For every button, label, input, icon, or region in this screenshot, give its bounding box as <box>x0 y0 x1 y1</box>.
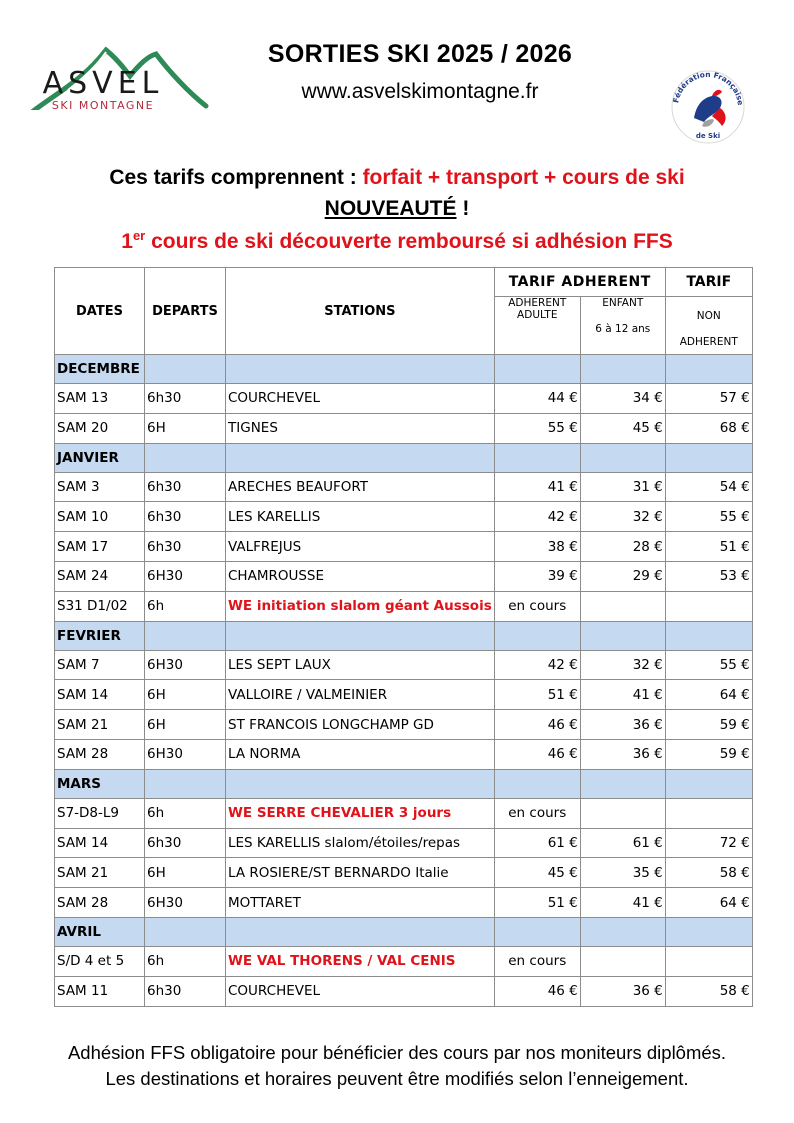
date-cell: SAM 14 <box>55 828 145 858</box>
nouveaute-exclaim: ! <box>456 197 470 220</box>
month-band-cell <box>145 769 226 798</box>
enfant-line1: ENFANT <box>602 297 644 309</box>
enfant-price-cell: 45 € <box>580 413 665 443</box>
month-band-cell <box>494 355 580 384</box>
station-cell: CHAMROUSSE <box>226 561 495 591</box>
adulte-price-cell: 42 € <box>494 502 580 532</box>
table-row <box>55 384 753 414</box>
month-label: JANVIER <box>55 443 145 472</box>
month-band-cell <box>665 355 752 384</box>
enfant-line2: 6 à 12 ans <box>595 323 651 335</box>
table-row <box>55 858 753 888</box>
non-adherent-price-cell <box>665 798 752 828</box>
adulte-price-cell: 44 € <box>494 384 580 414</box>
enfant-price-cell <box>580 946 665 976</box>
rooster-icon <box>668 68 748 146</box>
station-cell: LA ROSIERE/ST BERNARDO Italie <box>226 858 495 888</box>
month-label: AVRIL <box>55 917 145 946</box>
month-row <box>55 355 753 384</box>
station-cell: WE VAL THORENS / VAL CENIS <box>226 946 495 976</box>
adulte-price-cell: 45 € <box>494 858 580 888</box>
month-band-cell <box>494 917 580 946</box>
date-cell: SAM 13 <box>55 384 145 414</box>
date-cell: S31 D1/02 <box>55 591 145 621</box>
date-cell: SAM 17 <box>55 532 145 562</box>
station-cell: WE initiation slalom géant Aussois <box>226 591 495 621</box>
depart-cell: 6h <box>145 798 226 828</box>
non-adherent-price-cell <box>665 591 752 621</box>
intro-line-3 <box>40 228 754 254</box>
table-row <box>55 710 753 740</box>
page-title: SORTIES SKI 2025 / 2026 <box>267 40 573 68</box>
month-row <box>55 621 753 650</box>
table-row <box>55 680 753 710</box>
enfant-price-cell: 36 € <box>580 710 665 740</box>
adulte-price-cell: 41 € <box>494 472 580 502</box>
station-cell: COURCHEVEL <box>226 384 495 414</box>
month-band-cell <box>226 769 495 798</box>
non-adherent-price-cell: 54 € <box>665 472 752 502</box>
ffs-logo-top: Fédération Française <box>671 69 746 106</box>
station-cell: MOTTARET <box>226 888 495 918</box>
station-cell: ARECHES BEAUFORT <box>226 472 495 502</box>
intro-ordinal-sup: er <box>132 228 146 243</box>
enfant-price-cell: 29 € <box>580 561 665 591</box>
enfant-price-cell: 36 € <box>580 739 665 769</box>
month-label: DECEMBRE <box>55 355 145 384</box>
month-band-cell <box>226 355 495 384</box>
date-cell: SAM 21 <box>55 858 145 888</box>
depart-cell: 6H30 <box>145 561 226 591</box>
col-stations: STATIONS <box>226 268 495 355</box>
intro-highlight: forfait + transport + cours de ski <box>362 166 685 189</box>
date-cell: S/D 4 et 5 <box>55 946 145 976</box>
station-cell: LA NORMA <box>226 739 495 769</box>
col-non-adherent <box>665 297 752 355</box>
depart-cell: 6H <box>145 680 226 710</box>
adh-adulte-line1: ADHERENT <box>508 297 567 309</box>
table-row <box>55 888 753 918</box>
enfant-price-cell: 31 € <box>580 472 665 502</box>
logo-name: ASVEL <box>42 66 164 101</box>
month-band-cell <box>580 355 665 384</box>
table-row <box>55 472 753 502</box>
month-row <box>55 443 753 472</box>
adulte-price-cell: en cours <box>494 798 580 828</box>
col-adherent-adulte <box>494 297 580 355</box>
intro-line-1 <box>40 166 754 190</box>
non-adherent-price-cell: 59 € <box>665 739 752 769</box>
table-row <box>55 650 753 680</box>
depart-cell: 6h30 <box>145 976 226 1006</box>
depart-cell: 6h30 <box>145 384 226 414</box>
col-tarif-adherent: TARIF ADHERENT <box>494 268 665 297</box>
month-label: FEVRIER <box>55 621 145 650</box>
station-cell: TIGNES <box>226 413 495 443</box>
non-adherent-price-cell: 59 € <box>665 710 752 740</box>
adulte-price-cell: 61 € <box>494 828 580 858</box>
depart-cell: 6h30 <box>145 472 226 502</box>
enfant-price-cell: 35 € <box>580 858 665 888</box>
table-row <box>55 561 753 591</box>
non-adherent-price-cell: 64 € <box>665 888 752 918</box>
month-band-cell <box>145 355 226 384</box>
col-dates: DATES <box>55 268 145 355</box>
col-departs: DEPARTS <box>145 268 226 355</box>
enfant-price-cell <box>580 798 665 828</box>
date-cell: SAM 28 <box>55 739 145 769</box>
adulte-price-cell: 46 € <box>494 739 580 769</box>
intro-line-2 <box>40 197 754 221</box>
tarifs-table <box>54 267 753 1007</box>
month-band-cell <box>494 621 580 650</box>
adulte-price-cell: 39 € <box>494 561 580 591</box>
non-adherent-price-cell: 68 € <box>665 413 752 443</box>
station-cell: LES KARELLIS <box>226 502 495 532</box>
col-enfant <box>580 297 665 355</box>
enfant-price-cell: 61 € <box>580 828 665 858</box>
enfant-price-cell <box>580 591 665 621</box>
station-cell: COURCHEVEL <box>226 976 495 1006</box>
date-cell: SAM 7 <box>55 650 145 680</box>
non-adherent-price-cell: 72 € <box>665 828 752 858</box>
depart-cell: 6H <box>145 413 226 443</box>
depart-cell: 6h30 <box>145 502 226 532</box>
station-cell: WE SERRE CHEVALIER 3 jours <box>226 798 495 828</box>
date-cell: SAM 21 <box>55 710 145 740</box>
adulte-price-cell: 46 € <box>494 710 580 740</box>
month-label: MARS <box>55 769 145 798</box>
depart-cell: 6H30 <box>145 650 226 680</box>
intro-text: Ces tarifs comprennent : <box>109 166 363 189</box>
table-row <box>55 828 753 858</box>
enfant-price-cell: 28 € <box>580 532 665 562</box>
adulte-price-cell: 46 € <box>494 976 580 1006</box>
enfant-price-cell: 41 € <box>580 680 665 710</box>
adulte-price-cell: en cours <box>494 946 580 976</box>
station-cell: LES KARELLIS slalom/étoiles/repas <box>226 828 495 858</box>
enfant-price-cell: 41 € <box>580 888 665 918</box>
footer-note-1: Adhésion FFS obligatoire pour bénéficier des cours par nos moniteurs diplômés. <box>67 1042 727 1063</box>
station-cell: VALFREJUS <box>226 532 495 562</box>
depart-cell: 6h30 <box>145 532 226 562</box>
adulte-price-cell: 55 € <box>494 413 580 443</box>
non-line1: NON <box>696 309 721 322</box>
depart-cell: 6H <box>145 858 226 888</box>
footer-note-2: Les destinations et horaires peuvent être modifiés selon l’enneigement. <box>105 1068 689 1089</box>
table-row <box>55 532 753 562</box>
adulte-price-cell: 38 € <box>494 532 580 562</box>
station-cell: LES SEPT LAUX <box>226 650 495 680</box>
date-cell: SAM 28 <box>55 888 145 918</box>
station-cell: VALLOIRE / VALMEINIER <box>226 680 495 710</box>
table-row <box>55 798 753 828</box>
month-band-cell <box>580 621 665 650</box>
non-adherent-price-cell: 64 € <box>665 680 752 710</box>
col-tarif: TARIF <box>665 268 752 297</box>
non-adherent-price-cell: 55 € <box>665 650 752 680</box>
non-line2: ADHERENT <box>679 335 738 348</box>
table-row <box>55 739 753 769</box>
depart-cell: 6h30 <box>145 828 226 858</box>
month-band-cell <box>665 621 752 650</box>
non-adherent-price-cell: 55 € <box>665 502 752 532</box>
non-adherent-price-cell: 58 € <box>665 976 752 1006</box>
enfant-price-cell: 34 € <box>580 384 665 414</box>
month-band-cell <box>665 443 752 472</box>
depart-cell: 6H <box>145 710 226 740</box>
month-band-cell <box>226 917 495 946</box>
adulte-price-cell: 42 € <box>494 650 580 680</box>
table-row <box>55 502 753 532</box>
date-cell: S7-D8-L9 <box>55 798 145 828</box>
ffs-logo <box>668 68 748 146</box>
enfant-price-cell: 32 € <box>580 502 665 532</box>
non-adherent-price-cell <box>665 946 752 976</box>
table-row <box>55 946 753 976</box>
date-cell: SAM 14 <box>55 680 145 710</box>
month-band-cell <box>226 443 495 472</box>
non-adherent-price-cell: 58 € <box>665 858 752 888</box>
month-band-cell <box>145 917 226 946</box>
adh-adulte-line2: ADULTE <box>517 309 558 321</box>
month-band-cell <box>494 443 580 472</box>
adulte-price-cell: en cours <box>494 591 580 621</box>
date-cell: SAM 20 <box>55 413 145 443</box>
month-band-cell <box>145 443 226 472</box>
date-cell: SAM 11 <box>55 976 145 1006</box>
table-row <box>55 413 753 443</box>
asvel-logo <box>28 40 213 155</box>
enfant-price-cell: 36 € <box>580 976 665 1006</box>
depart-cell: 6H30 <box>145 739 226 769</box>
month-band-cell <box>665 917 752 946</box>
non-adherent-price-cell: 57 € <box>665 384 752 414</box>
adulte-price-cell: 51 € <box>494 680 580 710</box>
date-cell: SAM 24 <box>55 561 145 591</box>
enfant-price-cell: 32 € <box>580 650 665 680</box>
nouveaute-label: NOUVEAUTÉ <box>324 197 457 220</box>
month-band-cell <box>226 621 495 650</box>
adulte-price-cell: 51 € <box>494 888 580 918</box>
table-row <box>55 591 753 621</box>
non-adherent-price-cell: 51 € <box>665 532 752 562</box>
intro-ordinal: 1 <box>121 230 133 253</box>
depart-cell: 6h <box>145 946 226 976</box>
date-cell: SAM 10 <box>55 502 145 532</box>
depart-cell: 6h <box>145 591 226 621</box>
website-link[interactable]: www.asvelskimontagne.fr <box>301 80 539 103</box>
logo-subtitle: SKI MONTAGNE <box>51 99 155 112</box>
station-cell: ST FRANCOIS LONGCHAMP GD <box>226 710 495 740</box>
month-row <box>55 917 753 946</box>
date-cell: SAM 3 <box>55 472 145 502</box>
month-row <box>55 769 753 798</box>
intro-refund-text: cours de ski découverte remboursé si adhésion FFS <box>145 230 673 253</box>
non-adherent-price-cell: 53 € <box>665 561 752 591</box>
month-band-cell <box>665 769 752 798</box>
depart-cell: 6H30 <box>145 888 226 918</box>
month-band-cell <box>580 769 665 798</box>
month-band-cell <box>145 621 226 650</box>
month-band-cell <box>494 769 580 798</box>
month-band-cell <box>580 443 665 472</box>
table-row <box>55 976 753 1006</box>
month-band-cell <box>580 917 665 946</box>
ffs-logo-bottom: de Ski <box>695 132 721 140</box>
